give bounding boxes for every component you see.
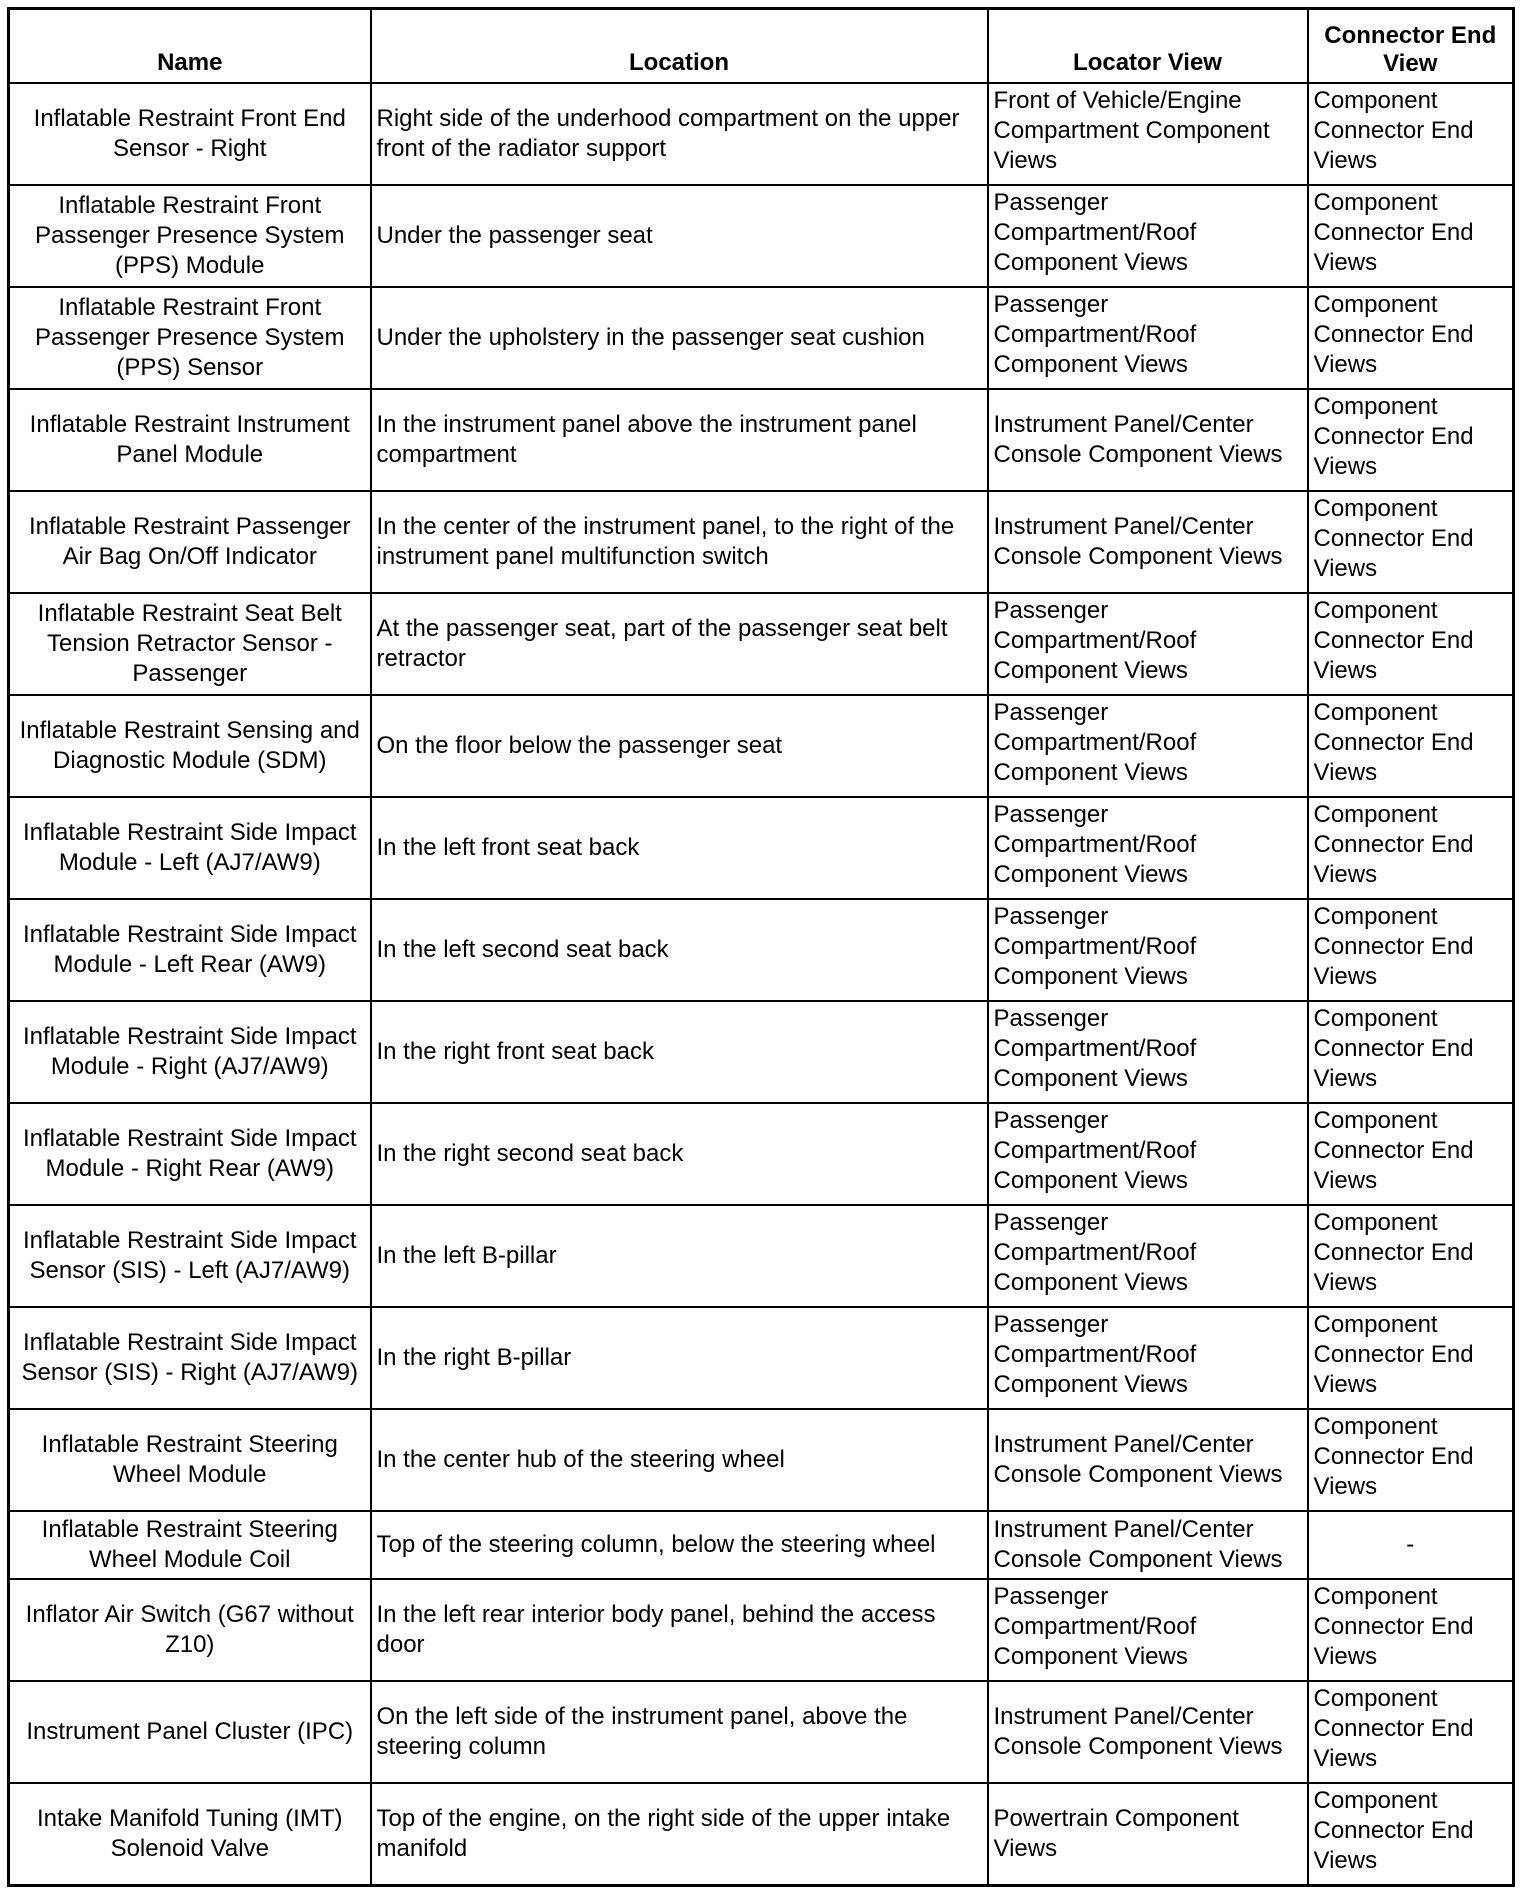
cell-locator-view: Instrument Panel/Center Console Component Views	[988, 1681, 1308, 1783]
cell-name: Inflatable Restraint Side Impact Module - Left (AJ7/AW9)	[9, 797, 371, 899]
cell-name: Inflatable Restraint Side Impact Module - Right Rear (AW9)	[9, 1103, 371, 1205]
table-row	[9, 1409, 1514, 1511]
cell-location: In the instrument panel above the instrument panel compartment	[371, 389, 988, 491]
table-row	[9, 185, 1514, 287]
cell-name: Inflatable Restraint Steering Wheel Module	[9, 1409, 371, 1511]
cell-name: Inflatable Restraint Front End Sensor - Right	[9, 83, 371, 185]
cell-connector-end-view: Component Connector End Views	[1308, 287, 1514, 389]
cell-location: On the left side of the instrument panel, above the steering column	[371, 1681, 988, 1783]
cell-locator-view: Passenger Compartment/Roof Component Views	[988, 593, 1308, 695]
table-row	[9, 797, 1514, 899]
cell-name: Inflatable Restraint Side Impact Sensor (SIS) - Right (AJ7/AW9)	[9, 1307, 371, 1409]
header-name: Name	[9, 9, 371, 84]
cell-connector-end-view: Component Connector End Views	[1308, 491, 1514, 593]
cell-locator-view: Passenger Compartment/Roof Component Views	[988, 1103, 1308, 1205]
cell-location: In the left B-pillar	[371, 1205, 988, 1307]
cell-connector-end-view: Component Connector End Views	[1308, 389, 1514, 491]
component-location-sheet	[7, 7, 1512, 1887]
cell-locator-view: Instrument Panel/Center Console Component Views	[988, 491, 1308, 593]
cell-location: Top of the steering column, below the steering wheel	[371, 1511, 988, 1579]
cell-location: Under the passenger seat	[371, 185, 988, 287]
cell-locator-view: Passenger Compartment/Roof Component Views	[988, 1307, 1308, 1409]
cell-locator-view: Instrument Panel/Center Console Component Views	[988, 389, 1308, 491]
cell-name: Inflatable Restraint Sensing and Diagnostic Module (SDM)	[9, 695, 371, 797]
table-row	[9, 83, 1514, 185]
cell-location: On the floor below the passenger seat	[371, 695, 988, 797]
cell-locator-view: Instrument Panel/Center Console Component Views	[988, 1409, 1308, 1511]
cell-connector-end-view: Component Connector End Views	[1308, 1001, 1514, 1103]
cell-name: Inflatable Restraint Seat Belt Tension Retractor Sensor - Passenger	[9, 593, 371, 695]
cell-locator-view: Instrument Panel/Center Console Component Views	[988, 1511, 1308, 1579]
cell-name: Inflatable Restraint Steering Wheel Module Coil	[9, 1511, 371, 1579]
cell-name: Inflatable Restraint Instrument Panel Module	[9, 389, 371, 491]
cell-connector-end-view: Component Connector End Views	[1308, 1205, 1514, 1307]
cell-connector-end-view: Component Connector End Views	[1308, 1783, 1514, 1886]
cell-name: Inflatable Restraint Side Impact Module - Left Rear (AW9)	[9, 899, 371, 1001]
cell-locator-view: Passenger Compartment/Roof Component Views	[988, 287, 1308, 389]
cell-connector-end-view: Component Connector End Views	[1308, 1579, 1514, 1681]
cell-name: Inflatable Restraint Side Impact Module - Right (AJ7/AW9)	[9, 1001, 371, 1103]
component-location-table	[7, 7, 1515, 1887]
cell-connector-end-view: Component Connector End Views	[1308, 1409, 1514, 1511]
cell-connector-end-view: Component Connector End Views	[1308, 1103, 1514, 1205]
table-row	[9, 1511, 1514, 1579]
cell-name: Inflator Air Switch (G67 without Z10)	[9, 1579, 371, 1681]
cell-location: In the center of the instrument panel, to the right of the instrument panel multifunction switch	[371, 491, 988, 593]
cell-connector-end-view: Component Connector End Views	[1308, 593, 1514, 695]
table-row	[9, 1681, 1514, 1783]
cell-name: Intake Manifold Tuning (IMT) Solenoid Valve	[9, 1783, 371, 1886]
cell-connector-end-view: Component Connector End Views	[1308, 797, 1514, 899]
cell-location: In the left second seat back	[371, 899, 988, 1001]
cell-locator-view: Front of Vehicle/Engine Compartment Component Views	[988, 83, 1308, 185]
cell-locator-view: Passenger Compartment/Roof Component Views	[988, 695, 1308, 797]
table-row	[9, 1783, 1514, 1886]
table-row	[9, 389, 1514, 491]
table-row	[9, 593, 1514, 695]
cell-connector-end-view: Component Connector End Views	[1308, 1307, 1514, 1409]
header-location: Location	[371, 9, 988, 84]
cell-connector-end-view: Component Connector End Views	[1308, 899, 1514, 1001]
cell-locator-view: Passenger Compartment/Roof Component Views	[988, 1205, 1308, 1307]
cell-location: At the passenger seat, part of the passenger seat belt retractor	[371, 593, 988, 695]
cell-locator-view: Passenger Compartment/Roof Component Views	[988, 797, 1308, 899]
cell-location: Right side of the underhood compartment on the upper front of the radiator support	[371, 83, 988, 185]
cell-connector-end-view: Component Connector End Views	[1308, 1681, 1514, 1783]
cell-connector-end-view: -	[1308, 1511, 1514, 1579]
table-row	[9, 491, 1514, 593]
table-row	[9, 287, 1514, 389]
cell-connector-end-view: Component Connector End Views	[1308, 185, 1514, 287]
cell-location: Top of the engine, on the right side of the upper intake manifold	[371, 1783, 988, 1886]
header-connector-end-view: Connector End View	[1308, 9, 1514, 84]
cell-location: In the right second seat back	[371, 1103, 988, 1205]
cell-name: Inflatable Restraint Side Impact Sensor (SIS) - Left (AJ7/AW9)	[9, 1205, 371, 1307]
cell-locator-view: Passenger Compartment/Roof Component Views	[988, 1001, 1308, 1103]
cell-location: In the left front seat back	[371, 797, 988, 899]
cell-location: In the right B-pillar	[371, 1307, 988, 1409]
table-row	[9, 1001, 1514, 1103]
cell-connector-end-view: Component Connector End Views	[1308, 695, 1514, 797]
cell-locator-view: Passenger Compartment/Roof Component Views	[988, 185, 1308, 287]
cell-name: Inflatable Restraint Front Passenger Presence System (PPS) Module	[9, 185, 371, 287]
cell-locator-view: Passenger Compartment/Roof Component Views	[988, 1579, 1308, 1681]
table-row	[9, 695, 1514, 797]
table-row	[9, 1307, 1514, 1409]
cell-location: Under the upholstery in the passenger seat cushion	[371, 287, 988, 389]
header-locator-view: Locator View	[988, 9, 1308, 84]
table-row	[9, 899, 1514, 1001]
table-row	[9, 1579, 1514, 1681]
header-row	[9, 9, 1514, 84]
cell-location: In the center hub of the steering wheel	[371, 1409, 988, 1511]
cell-location: In the left rear interior body panel, behind the access door	[371, 1579, 988, 1681]
cell-connector-end-view: Component Connector End Views	[1308, 83, 1514, 185]
table-row	[9, 1205, 1514, 1307]
cell-locator-view: Passenger Compartment/Roof Component Views	[988, 899, 1308, 1001]
cell-name: Inflatable Restraint Passenger Air Bag On/Off Indicator	[9, 491, 371, 593]
cell-location: In the right front seat back	[371, 1001, 988, 1103]
cell-name: Instrument Panel Cluster (IPC)	[9, 1681, 371, 1783]
table-row	[9, 1103, 1514, 1205]
cell-name: Inflatable Restraint Front Passenger Presence System (PPS) Sensor	[9, 287, 371, 389]
cell-locator-view: Powertrain Component Views	[988, 1783, 1308, 1886]
